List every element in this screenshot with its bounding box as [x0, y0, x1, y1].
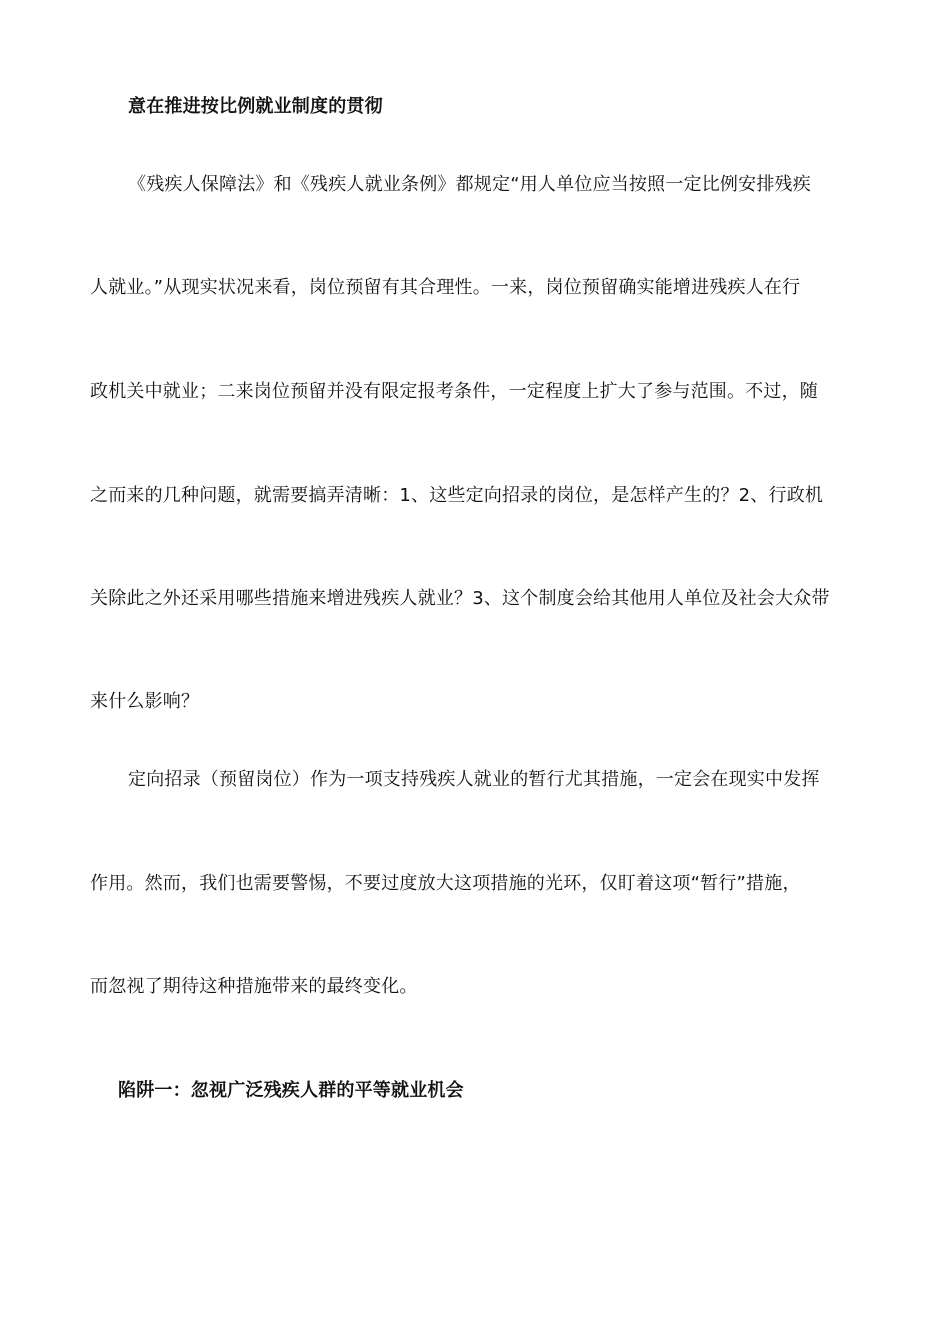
- paragraph-1-line-3: 政机关中就业；二来岗位预留并没有限定报考条件，一定程度上扩大了参与范围。不过，随: [90, 381, 818, 402]
- section-heading-2: 陷阱一：忽视广泛残疾人群的平等就业机会: [118, 1080, 464, 1101]
- section-heading-1: 意在推进按比例就业制度的贯彻: [128, 96, 383, 117]
- paragraph-2-line-1: 定向招录（预留岗位）作为一项支持残疾人就业的暂行尤其措施，一定会在现实中发挥: [128, 769, 820, 790]
- paragraph-1-line-1: 《残疾人保障法》和《残疾人就业条例》都规定“用人单位应当按照一定比例安排残疾: [128, 174, 811, 195]
- paragraph-2-line-2: 作用。然而，我们也需要警惕，不要过度放大这项措施的光环，仅盯着这项“暂行”措施，: [90, 873, 801, 894]
- paragraph-2-line-3: 而忽视了期待这种措施带来的最终变化。: [90, 976, 418, 997]
- paragraph-1-line-5: 关除此之外还采用哪些措施来增进残疾人就业？3、这个制度会给其他用人单位及社会大众带: [90, 588, 830, 609]
- paragraph-1-line-2: 人就业。”从现实状况来看，岗位预留有其合理性。一来，岗位预留确实能增进残疾人在行: [90, 277, 801, 298]
- paragraph-1-line-4: 之而来的几种问题，就需要搞弄清晰：1、这些定向招录的岗位，是怎样产生的？2、行政机: [90, 485, 824, 506]
- paragraph-1-line-6: 来什么影响？: [90, 691, 200, 712]
